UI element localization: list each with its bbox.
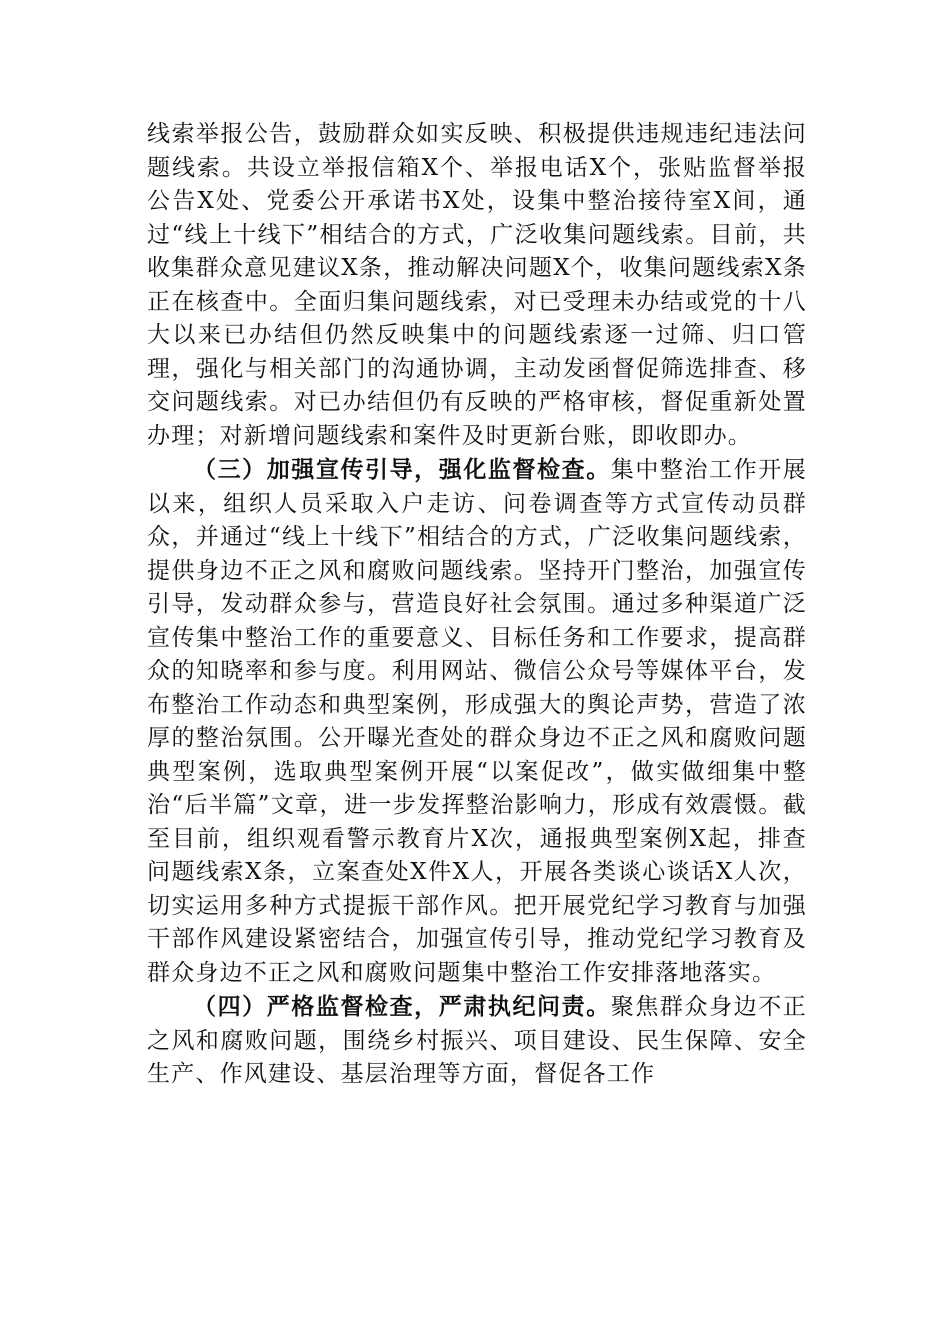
paragraph-body: 线索举报公告，鼓励群众如实反映、积极提供违规违纪违法问题线索。共设立举报信箱X个、举报电话X个，张贴监督举报公告X处、党委公开承诺书X处，设集中整治接待室X间，通过“线上十线下”相结合的方式，广泛收集问题线索。目前，共收集群众意见建议X条，推动解决问题X个，收集问题线索X条正在核查中。全面归集问题线索，对已受理未办结或党的十八大以来已办结但仍然反映集中的问题线索逐一过筛、归口管理，强化与相关部门的沟通协调，主动发函督促筛选排查、移交问题线索。对已办结但仍有反映的严格审核，督促重新处置办理；对新增问题线索和案件及时更新台账，即收即办。 — [147, 121, 807, 449]
section-heading: （三）加强宣传引导，强化监督检查。 — [193, 456, 611, 483]
paragraph-section-four — [147, 990, 807, 1092]
paragraph-body: 聚焦群众身边不正之风和腐败问题，围绕乡村振兴、项目建设、民生保障、安全生产、作风建设、基层治理等方面，督促各工作 — [147, 994, 807, 1087]
paragraph-body: 集中整治工作开展以来，组织人员采取入户走访、问卷调查等方式宣传动员群众，并通过“线上十线下”相结合的方式，广泛收集问题线索，提供身边不正之风和腐败问题线索。坚持开门整治，加强宣传引导，发动群众参与，营造良好社会氛围。通过多种渠道广泛宣传集中整治工作的重要意义、目标任务和工作要求，提高群众的知晓率和参与度。利用网站、微信公众号等媒体平台，发布整治工作动态和典型案例，形成强大的舆论声势，营造了浓厚的整治氛围。公开曝光查处的群众身边不正之风和腐败问题典型案例，选取典型案例开展“以案促改”，做实做细集中整治“后半篇”文章，进一步发挥整治影响力，形成有效震慑。截至目前，组织观看警示教育片X次，通报典型案例X起，排查问题线索X条，立案查处X件X人，开展各类谈心谈话X人次，切实运用多种方式提振干部作风。把开展党纪学习教育与加强干部作风建设紧密结合，加强宣传引导，推动党纪学习教育及群众身边不正之风和腐败问题集中整治工作安排落地落实。 — [147, 457, 807, 986]
document-page — [147, 118, 807, 1092]
section-heading: （四）严格监督检查，严肃执纪问责。 — [193, 993, 611, 1020]
paragraph-section-three — [147, 453, 807, 990]
paragraph-clue-collection — [147, 118, 807, 453]
